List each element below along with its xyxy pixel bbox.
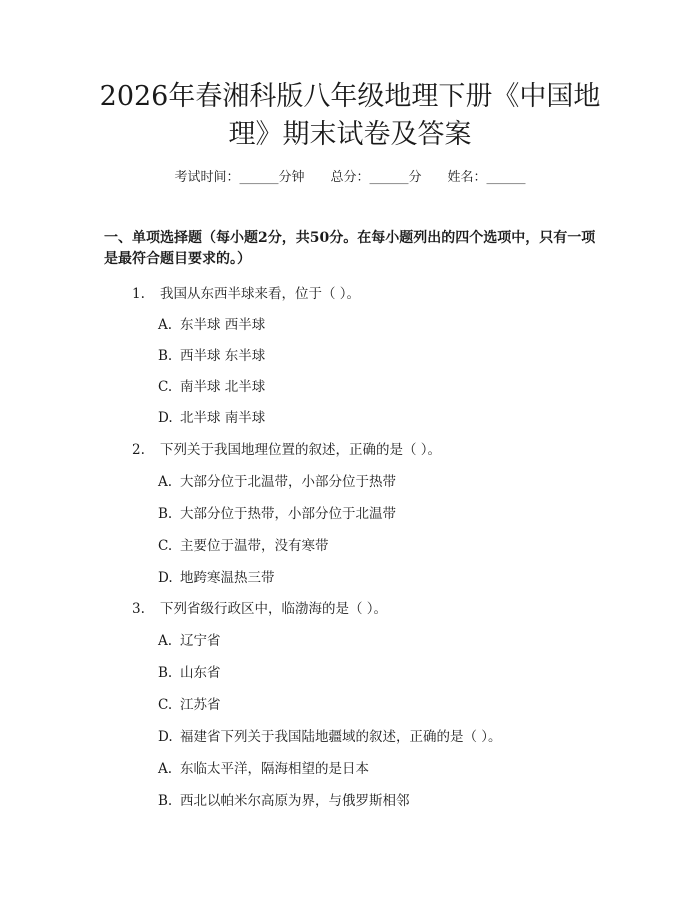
option	[158, 472, 396, 492]
option-letter: D.	[158, 410, 173, 426]
option-text: 福建省下列关于我国陆地疆域的叙述，正确的是（ ）。	[180, 729, 502, 745]
question-2	[132, 440, 441, 460]
option-letter: C.	[158, 538, 173, 554]
option	[158, 759, 369, 779]
option	[158, 536, 329, 556]
section-heading: 一、单项选择题（每小题2分，共50分。在每小题列出的四个选项中，只有一项是最符合题目要求的。）	[104, 230, 596, 267]
option	[158, 631, 221, 651]
page-title: 2026年春湘科版八年级地理下册《中国地理》期末试卷及答案	[99, 81, 601, 150]
question-3	[132, 599, 387, 619]
option-text: 西北以帕米尔高原为界，与俄罗斯相邻	[180, 793, 410, 809]
option	[158, 663, 221, 683]
option	[158, 504, 396, 524]
total-score-field: 总分：______分	[330, 170, 422, 185]
option-letter: B.	[158, 348, 173, 364]
question-number: 1.	[132, 286, 145, 302]
option	[158, 695, 221, 715]
question-number: 2.	[132, 442, 145, 458]
option	[158, 408, 265, 428]
option-text: 北半球 南半球	[180, 410, 266, 426]
option-text: 大部分位于热带，小部分位于北温带	[180, 506, 396, 522]
option-text: 大部分位于北温带，小部分位于热带	[180, 474, 396, 490]
question-number: 3.	[132, 601, 145, 617]
option-text: 山东省	[180, 665, 221, 681]
option-text: 地跨寒温热三带	[180, 570, 275, 586]
option	[158, 791, 410, 811]
option-letter: A.	[158, 761, 173, 777]
option	[158, 346, 265, 366]
option	[158, 377, 265, 397]
question-text: 下列省级行政区中，临渤海的是（ ）。	[160, 601, 388, 617]
option	[158, 315, 265, 335]
option-letter: B.	[158, 665, 173, 681]
option-text: 辽宁省	[180, 633, 221, 649]
option-letter: A.	[158, 317, 173, 333]
option-text: 南半球 北半球	[180, 379, 266, 395]
option-letter: D.	[158, 570, 173, 586]
option-letter: A.	[158, 474, 173, 490]
question-text: 下列关于我国地理位置的叙述，正确的是（ ）。	[160, 442, 442, 458]
question-text: 我国从东西半球来看，位于（ ）。	[160, 286, 361, 302]
option-letter: C.	[158, 697, 173, 713]
option-text: 西半球 东半球	[180, 348, 266, 364]
option-text: 江苏省	[180, 697, 221, 713]
option-text: 东半球 西半球	[180, 317, 266, 333]
option-letter: B.	[158, 793, 173, 809]
option-letter: D.	[158, 729, 173, 745]
option-letter: B.	[158, 506, 173, 522]
option	[158, 568, 275, 588]
option-text: 主要位于温带，没有寒带	[180, 538, 329, 554]
exam-meta	[0, 168, 700, 188]
option-letter: A.	[158, 633, 173, 649]
option-letter: C.	[158, 379, 173, 395]
question-1	[132, 284, 360, 304]
option	[158, 727, 502, 747]
exam-time-field: 考试时间：______分钟	[174, 170, 305, 185]
option-text: 东临太平洋，隔海相望的是日本	[180, 761, 369, 777]
student-name-field: 姓名：______	[447, 170, 526, 185]
